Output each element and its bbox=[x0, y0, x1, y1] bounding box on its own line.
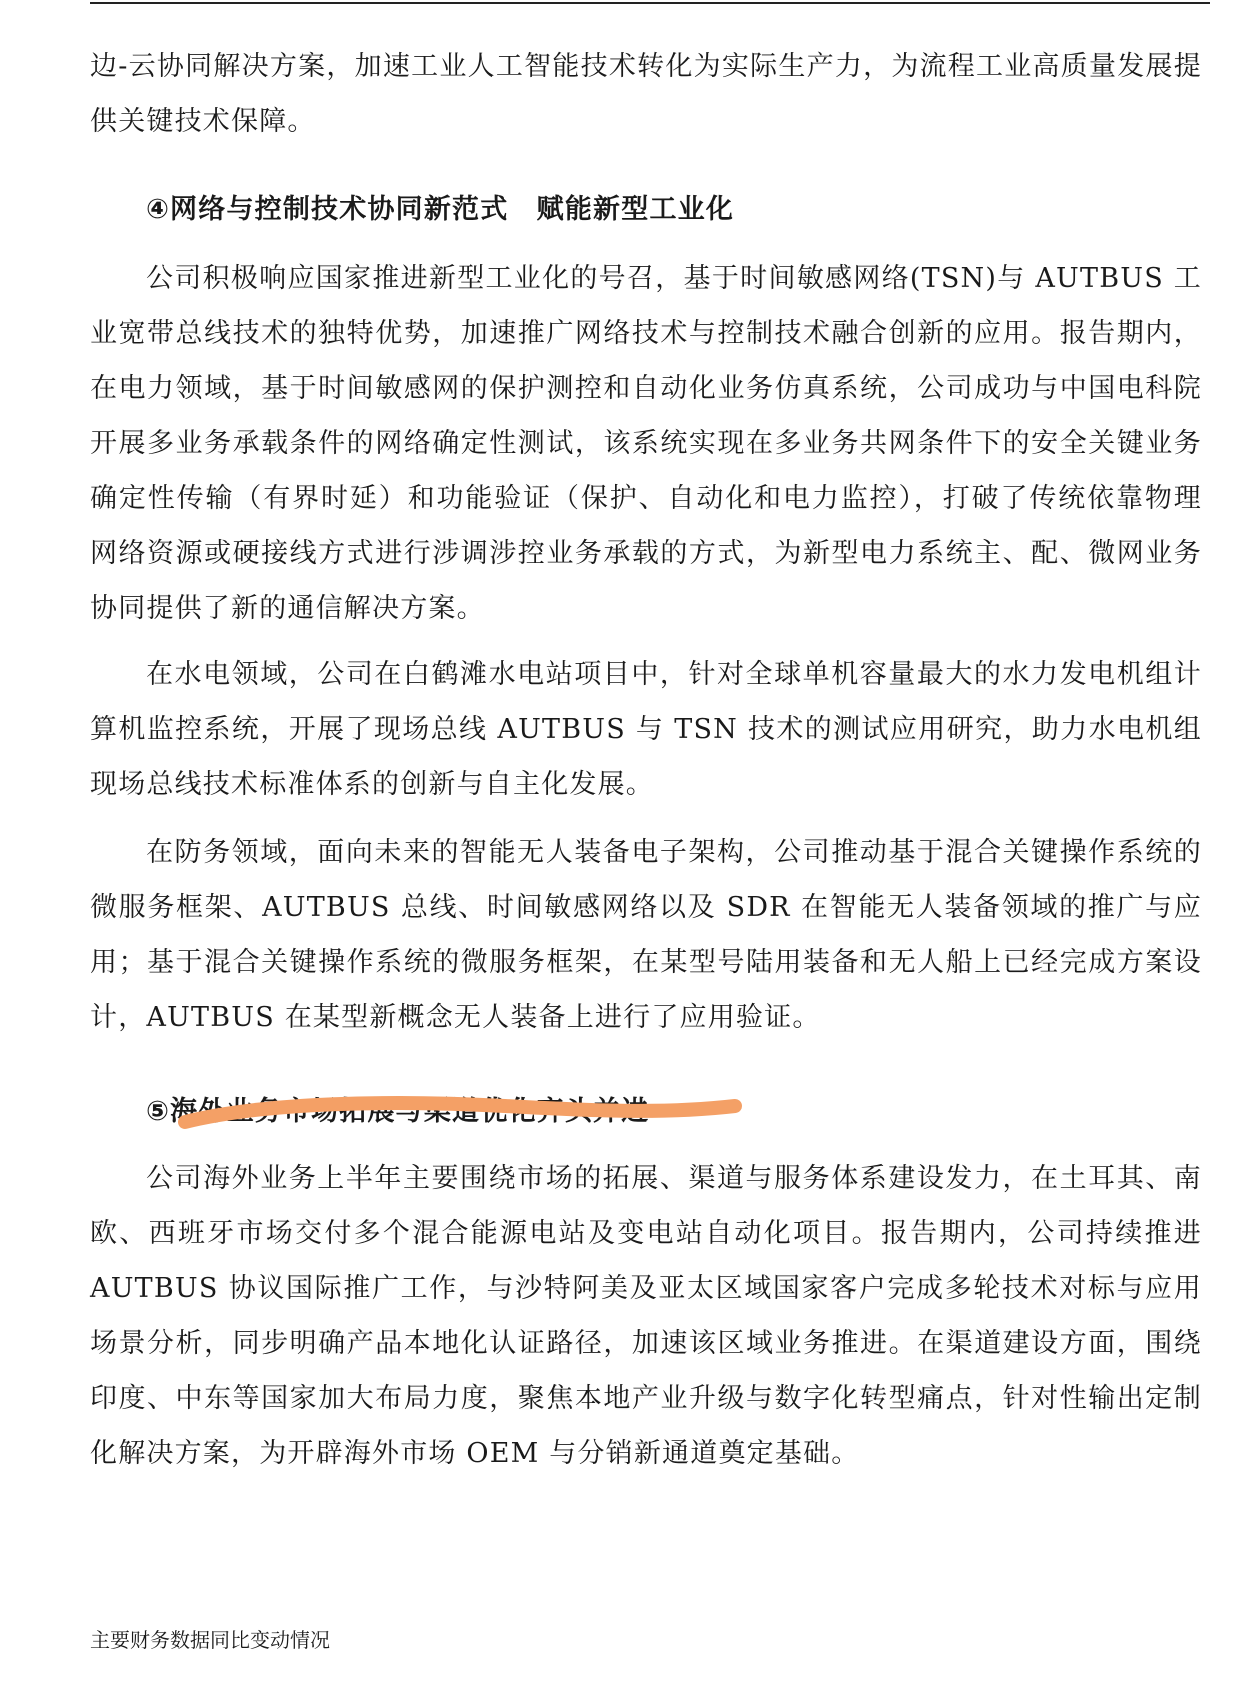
paragraph-hydropower: 在水电领域，公司在白鹤滩水电站项目中，针对全球单机容量最大的水力发电机组计算机监控系统，开展了现场总线 AUTBUS 与 TSN 技术的测试应用研究，助力水电机组现场总线技术标准体系的创新与自主化发展。 bbox=[90, 659, 1202, 800]
footer-caption: 主要财务数据同比变动情况 bbox=[90, 1628, 330, 1652]
orange-underline-annotation bbox=[175, 1092, 745, 1132]
paragraph-tsn-autbus-power: 公司积极响应国家推进新型工业化的号召，基于时间敏感网络(TSN)与 AUTBUS 工业宽带总线技术的独特优势，加速推广网络技术与控制技术融合创新的应用。报告期内，在电力领域，基于时间敏感网的保护测控和自动化业务仿真系统，公司成功与中国电科院开展多业务承载条件的网络确定性测试，该系统实现在多业务共网条件下的安全关键业务确定性传输（有界时延）和功能验证（保护、自动化和电力监控），打破了传统依靠物理网络资源或硬接线方式进行涉调涉控业务承载的方式，为新型电力系统主、配、微网业务协同提供了新的通信解决方案。 bbox=[90, 263, 1202, 624]
section-heading-network-control: ④网络与控制技术协同新范式 赋能新型工业化 bbox=[146, 194, 735, 225]
paragraph-defense: 在防务领域，面向未来的智能无人装备电子架构，公司推动基于混合关键操作系统的微服务框架、AUTBUS 总线、时间敏感网络以及 SDR 在智能无人装备领域的推广与应用；基于混合关键操作系统的微服务框架，在某型号陆用装备和无人船上已经完成方案设计，AUTBUS 在某型新概念无人装备上进行了应用验证。 bbox=[90, 837, 1202, 1033]
paragraph-cloud-solution: 边-云协同解决方案，加速工业人工智能技术转化为实际生产力，为流程工业高质量发展提供关键技术保障。 bbox=[90, 51, 1202, 137]
page-top-rule bbox=[90, 2, 1210, 4]
section-heading-overseas: ⑤海外业务市场拓展与渠道优化齐头并进 bbox=[146, 1096, 650, 1127]
paragraph-overseas-business: 公司海外业务上半年主要围绕市场的拓展、渠道与服务体系建设发力，在土耳其、南欧、西班牙市场交付多个混合能源电站及变电站自动化项目。报告期内，公司持续推进AUTBUS 协议国际推广工作，与沙特阿美及亚太区域国家客户完成多轮技术对标与应用场景分析，同步明确产品本地化认证路径，加速该区域业务推进。在渠道建设方面，围绕印度、中东等国家加大布局力度，聚焦本地产业升级与数字化转型痛点，针对性输出定制化解决方案，为开辟海外市场 OEM 与分销新通道奠定基础。 bbox=[90, 1163, 1202, 1469]
